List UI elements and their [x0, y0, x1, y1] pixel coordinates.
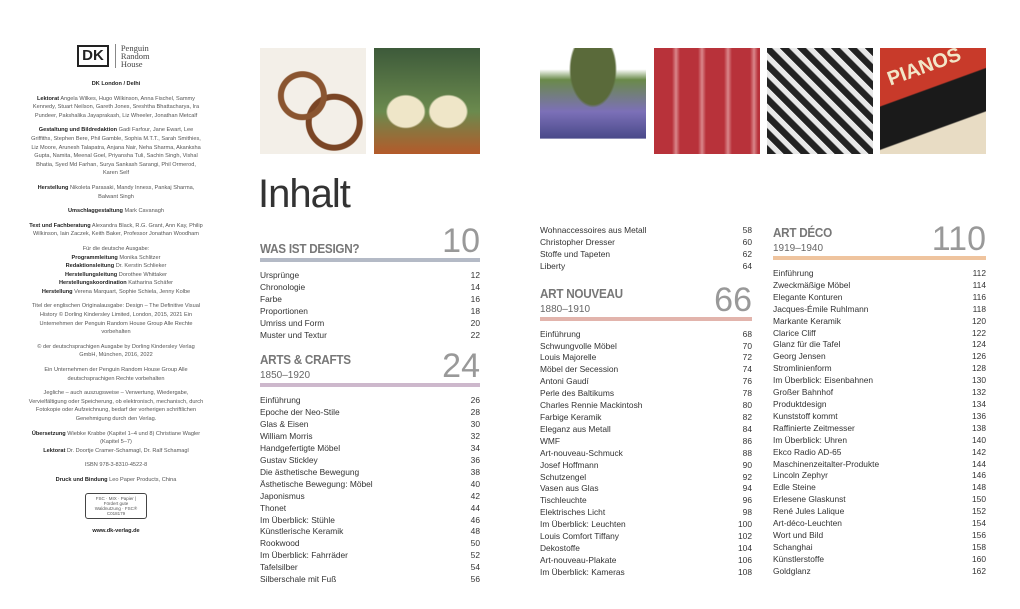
toc-entry[interactable] — [773, 268, 986, 280]
entry-title: Antoni Gaudí — [540, 376, 589, 387]
publisher-logo — [28, 44, 204, 68]
toc-entry[interactable] — [540, 249, 752, 261]
toc-entry[interactable] — [773, 435, 986, 447]
toc-entry[interactable] — [540, 460, 752, 472]
entry-title: Perle des Baltikums — [540, 388, 615, 399]
original-edition: Titel der englischen Originalausgabe: Design – The Definitive Visual History © Dorling Kindersley Limited, London, 2015, 2021 Ein Unternehmen der Penguin Random House Group Alle Rechte vorbehalten — [31, 303, 201, 336]
entry-page: 84 — [742, 423, 752, 434]
entry-title: Die ästhetische Bewegung — [260, 466, 360, 477]
toc-entry[interactable] — [260, 306, 480, 318]
section-dates: 1880–1910 — [540, 303, 591, 315]
toc-entry[interactable] — [260, 282, 480, 294]
entry-title: Einführung — [260, 395, 301, 406]
toc-entry[interactable] — [773, 304, 986, 316]
german-credit: Herstellungsleitung Dorothee Whittaker — [65, 271, 167, 278]
entry-page: 58 — [742, 225, 752, 235]
entry-page: 40 — [470, 478, 480, 489]
entry-title: Edle Steine — [773, 482, 816, 493]
legal-notice: Jegliche – auch auszugsweise – Verwertung, Wiedergabe, Vervielfältigung oder Speicherung, ob elektronisch, mechanisch, durch Fotokopie oder Aufzeichnung, bedarf der vorherigen schriftlichen Genehmigung durch den Verlag. — [28, 390, 204, 422]
isbn: ISBN 978-3-8310-4522-8 — [84, 462, 148, 469]
entry-title: Im Überblick: Fahrräder — [260, 550, 348, 561]
toc-entry[interactable] — [540, 376, 752, 388]
toc-entry[interactable] — [773, 280, 986, 292]
section-header — [540, 280, 752, 321]
toc-entry[interactable] — [540, 412, 752, 424]
entry-page: 146 — [972, 470, 986, 481]
entry-page: 82 — [742, 411, 752, 422]
toc-entry[interactable] — [540, 507, 752, 519]
section-dates: 1850–1920 — [260, 370, 311, 382]
toc-entry[interactable] — [773, 470, 986, 482]
entry-page: 148 — [972, 482, 986, 493]
entry-title: Art-déco-Leuchten — [773, 518, 842, 529]
section-page: 24 — [442, 347, 480, 386]
entry-page: 52 — [470, 550, 480, 561]
entry-title: Thonet — [260, 502, 287, 513]
entry-title: Liberty — [540, 260, 566, 271]
section-page: 110 — [931, 220, 986, 258]
entry-page: 34 — [470, 443, 480, 454]
entry-page: 140 — [972, 434, 986, 445]
entry-page: 76 — [742, 376, 752, 387]
section-title: WAS IST DESIGN? — [260, 241, 360, 256]
entry-title: Clarice Cliff — [773, 327, 816, 338]
entry-page: 32 — [470, 431, 480, 442]
toc-entry[interactable] — [773, 423, 986, 435]
entry-page: 160 — [972, 553, 986, 564]
entry-title: Kunststoff kommt — [773, 410, 838, 421]
toc-entry[interactable] — [540, 364, 752, 376]
toc-entry[interactable] — [540, 495, 752, 507]
printing: Druck und Bindung Leo Paper Products, China — [55, 476, 177, 483]
entry-title: Ästhetische Bewegung: Möbel — [260, 478, 373, 489]
credits-column — [28, 44, 204, 541]
toc-entry[interactable] — [773, 459, 986, 471]
toc-entry[interactable] — [773, 363, 986, 375]
entry-title: Künstlerstoffe — [773, 553, 825, 564]
entry-page: 64 — [742, 260, 752, 271]
entry-page: 162 — [972, 565, 986, 576]
entry-page: 96 — [742, 495, 752, 506]
toc-entry[interactable] — [260, 562, 480, 574]
section-page: 10 — [442, 222, 480, 260]
entry-title: Raffinierte Zeitmesser — [773, 422, 855, 433]
entry-page: 122 — [972, 327, 986, 338]
entry-title: Maschinenzeitalter-Produkte — [773, 458, 880, 469]
entry-title: Farbe — [260, 293, 282, 304]
website-link[interactable]: www.dk-verlag.de — [92, 527, 140, 534]
entry-title: Einführung — [540, 328, 581, 339]
entry-title: Schanghai — [773, 541, 813, 552]
entry-title: Art-nouveau-Schmuck — [540, 447, 623, 458]
toc-entry[interactable] — [260, 538, 480, 550]
toc-entry[interactable] — [540, 400, 752, 412]
toc-entry[interactable] — [540, 519, 752, 531]
entry-title: Im Überblick: Leuchten — [540, 519, 626, 530]
entry-title: Künstlerische Keramik — [260, 526, 344, 537]
toc-entry[interactable] — [260, 431, 480, 443]
entry-page: 134 — [972, 398, 986, 409]
toc-entry[interactable] — [540, 448, 752, 460]
entry-title: Louis Majorelle — [540, 352, 597, 363]
entry-title: Louis Comfort Tiffany — [540, 531, 619, 542]
entry-page: 102 — [738, 531, 752, 542]
entry-page: 100 — [738, 519, 752, 530]
entry-page: 136 — [972, 410, 986, 421]
entry-page: 158 — [972, 541, 986, 552]
entry-title: Zweckmäßige Möbel — [773, 279, 851, 290]
image-swans — [374, 48, 480, 154]
toc-entry[interactable] — [260, 515, 480, 527]
toc-entry[interactable] — [540, 329, 752, 341]
entry-title: Im Überblick: Uhren — [773, 434, 848, 445]
entry-title: Chronologie — [260, 281, 306, 292]
entry-page: 108 — [738, 566, 752, 577]
section-title: ART DÉCO — [773, 225, 832, 240]
toc-entry[interactable] — [773, 530, 986, 542]
toc-entry[interactable] — [540, 555, 752, 567]
credit-block: Umschlaggestaltung Mark Cavanagh — [67, 208, 165, 215]
entry-title: Goldglanz — [773, 565, 811, 576]
toc-entry[interactable] — [260, 455, 480, 467]
entry-title: Glas & Eisen — [260, 419, 309, 430]
entry-title: Im Überblick: Kameras — [540, 566, 625, 577]
entry-page: 114 — [972, 279, 986, 290]
toc-entry[interactable] — [773, 494, 986, 506]
entry-title: Farbige Keramik — [540, 411, 602, 422]
toc-entry[interactable] — [260, 443, 480, 455]
page-title: Inhalt — [258, 172, 350, 216]
image-pianos-poster — [880, 43, 986, 154]
toc-entry[interactable] — [773, 518, 986, 530]
entry-page: 48 — [470, 526, 480, 537]
entry-page: 92 — [742, 471, 752, 482]
toc-entry[interactable] — [773, 542, 986, 554]
entry-page: 50 — [470, 538, 480, 549]
entry-title: William Morris — [260, 431, 313, 442]
entry-title: Japonismus — [260, 490, 305, 501]
entry-page: 130 — [972, 375, 986, 386]
entry-page: 74 — [742, 364, 752, 375]
entry-page: 90 — [742, 459, 752, 470]
entry-title: Charles Rennie Mackintosh — [540, 400, 643, 411]
entry-page: 150 — [972, 494, 986, 505]
toc-entry[interactable] — [540, 472, 752, 484]
section-dates: 1919–1940 — [773, 243, 824, 254]
entry-page: 144 — [972, 458, 986, 469]
german-credit: Redaktionsleitung Dr. Kerstin Schlieker — [65, 263, 167, 270]
entry-page: 72 — [742, 352, 752, 363]
entry-title: Wohnaccessoires aus Metall — [540, 225, 647, 235]
entry-page: 116 — [972, 291, 986, 302]
entry-title: Im Überblick: Eisenbahnen — [773, 375, 874, 386]
entry-title: Wort und Bild — [773, 529, 824, 540]
entry-page: 36 — [470, 454, 480, 465]
image-tiffany-lamp — [540, 48, 646, 154]
image-deco-armchair — [767, 48, 873, 154]
entry-page: 152 — [972, 506, 986, 517]
entry-page: 112 — [972, 268, 986, 278]
entry-page: 42 — [470, 490, 480, 501]
section-title: ARTS & CRAFTS — [260, 352, 351, 368]
entry-title: Eleganz aus Metall — [540, 423, 611, 434]
toc-entry[interactable] — [260, 318, 480, 330]
entry-page: 70 — [742, 340, 752, 351]
entry-title: Jacques-Émile Ruhlmann — [773, 303, 869, 314]
toc-entry[interactable] — [260, 294, 480, 306]
toc-entry[interactable] — [773, 554, 986, 566]
entry-title: Stoffe und Tapeten — [540, 248, 611, 259]
entry-title: Tafelsilber — [260, 562, 298, 573]
toc-entry[interactable] — [773, 328, 986, 340]
entry-page: 126 — [972, 351, 986, 362]
entry-page: 138 — [972, 422, 986, 433]
toc-entry[interactable] — [773, 482, 986, 494]
german-credit: Herstellungskoordination Katharina Schäfer — [58, 280, 174, 287]
entry-page: 142 — [972, 446, 986, 457]
entry-title: Josef Hoffmann — [540, 459, 599, 470]
entry-title: Christopher Dresser — [540, 236, 615, 247]
section-header — [260, 222, 480, 262]
toc-entry[interactable] — [540, 388, 752, 400]
credit-block: Herstellung Nikoleta Parasaki, Mandy Inness, Pankaj Sharma, Balwant Singh — [37, 184, 195, 200]
section-title: ART NOUVEAU — [540, 285, 623, 301]
entry-page: 18 — [470, 305, 480, 316]
toc-entry[interactable] — [540, 237, 752, 249]
entry-title: Silberschale mit Fuß — [260, 574, 337, 585]
entry-page: 26 — [470, 395, 480, 406]
entry-page: 98 — [742, 507, 752, 518]
toc-entry[interactable] — [260, 467, 480, 479]
toc-entry[interactable] — [540, 352, 752, 364]
translation: Übersetzung Wiebke Krabbe (Kapitel 1–4 und 8) Christiane Wagler (Kapitel 5–7) — [31, 430, 201, 446]
toc-entry[interactable] — [260, 550, 480, 562]
entry-title: Vasen aus Glas — [540, 483, 599, 494]
entry-title: René Jules Lalique — [773, 506, 845, 517]
entry-title: Art-nouveau-Plakate — [540, 554, 617, 565]
entry-page: 12 — [470, 270, 480, 280]
toc-entry[interactable] — [773, 351, 986, 363]
toc-entry[interactable] — [773, 411, 986, 423]
german-credit: Herstellung Verena Marquart, Sophie Schiela, Jenny Kolbe — [41, 288, 191, 295]
toc-entry[interactable] — [773, 399, 986, 411]
entry-page: 22 — [470, 329, 480, 340]
entry-page: 106 — [738, 554, 752, 565]
poster-text: PIANOS — [884, 43, 964, 91]
entry-page: 132 — [972, 387, 986, 398]
entry-page: 38 — [470, 466, 480, 477]
entry-page: 14 — [470, 281, 480, 292]
entry-title: WMF — [540, 435, 560, 446]
entry-title: Lincoln Zephyr — [773, 470, 828, 481]
entry-page: 30 — [470, 419, 480, 430]
toc-entry[interactable] — [773, 447, 986, 459]
entry-title: Im Überblick: Stühle — [260, 514, 335, 525]
entry-page: 94 — [742, 483, 752, 494]
german-credit: Programmleitung Monika Schlitzer — [71, 254, 161, 261]
german-copyright: © der deutschsprachigen Ausgabe by Dorling Kindersley Verlag GmbH, München, 2016, 2022 — [37, 343, 195, 359]
toc-entry[interactable] — [773, 316, 986, 328]
toc-entry[interactable] — [773, 339, 986, 351]
entry-title: Elegante Konturen — [773, 291, 843, 302]
entry-title: Handgefertigte Möbel — [260, 443, 341, 454]
toc-entry[interactable] — [260, 419, 480, 431]
entry-title: Glanz für die Tafel — [773, 339, 841, 350]
entry-page: 16 — [470, 293, 480, 304]
entry-title: Ekco Radio AD-65 — [773, 446, 842, 457]
entry-page: 60 — [742, 236, 752, 247]
entry-title: Muster und Textur — [260, 329, 327, 340]
entry-page: 128 — [972, 363, 986, 374]
entry-page: 124 — [972, 339, 986, 350]
entry-title: Schwungvolle Möbel — [540, 340, 617, 351]
entry-title: Elektrisches Licht — [540, 507, 606, 518]
entry-title: Georg Jensen — [773, 351, 826, 362]
toc-entry[interactable] — [260, 503, 480, 515]
image-bentwood-chair — [260, 48, 366, 154]
toc-entry[interactable] — [260, 491, 480, 503]
entry-title: Markante Keramik — [773, 315, 841, 326]
entry-title: Dekostoffe — [540, 542, 580, 553]
toc-entry[interactable] — [260, 526, 480, 538]
entry-page: 56 — [470, 574, 480, 585]
section-page: 66 — [714, 280, 752, 319]
entry-title: Produktdesign — [773, 398, 827, 409]
toc-entry[interactable] — [540, 225, 752, 237]
dk-logo: DK — [77, 45, 109, 67]
toc-entry[interactable] — [540, 567, 752, 579]
toc-entry[interactable] — [540, 483, 752, 495]
entry-page: 78 — [742, 388, 752, 399]
toc-entry[interactable] — [540, 261, 752, 273]
toc-entry[interactable] — [540, 543, 752, 555]
section-header — [260, 347, 480, 387]
entry-page: 28 — [470, 407, 480, 418]
entry-page: 120 — [972, 315, 986, 326]
toc-entry[interactable] — [260, 407, 480, 419]
entry-title: Umriss und Form — [260, 317, 325, 328]
toc-entry[interactable] — [773, 566, 986, 578]
entry-page: 88 — [742, 447, 752, 458]
section-header — [773, 220, 986, 260]
credit-block: Lektorat Angela Wilkes, Hugo Wilkinson, Anna Fischel, Sammy Kennedy, Stuart Neilson, Gareth Jones, Sreshtha Bhattacharya, Ira Pundeer, Pakshalika Jayaprakash, Liz Wheeler, Jonathan Metcalf — [32, 95, 200, 119]
entry-page: 104 — [738, 542, 752, 553]
entry-title: Ursprünge — [260, 270, 300, 280]
toc-entry[interactable] — [260, 270, 480, 282]
entry-title: Schutzengel — [540, 471, 587, 482]
entry-page: 62 — [742, 248, 752, 259]
entry-page: 156 — [972, 529, 986, 540]
entry-title: Großer Bahnhof — [773, 387, 834, 398]
toc-entry[interactable] — [540, 436, 752, 448]
entry-page: 154 — [972, 518, 986, 529]
toc-entry[interactable] — [260, 395, 480, 407]
entry-title: Tischleuchte — [540, 495, 587, 506]
entry-page: 68 — [742, 328, 752, 339]
entry-title: Möbel der Secession — [540, 364, 619, 375]
toc-entry[interactable] — [260, 330, 480, 342]
entry-title: Stromlinienform — [773, 363, 832, 374]
entry-title: Einführung — [773, 268, 814, 278]
entry-page: 80 — [742, 400, 752, 411]
entry-title: Rookwood — [260, 538, 300, 549]
toc-entry[interactable] — [540, 341, 752, 353]
lektorat: Lektorat Dr. Doortje Cramer-Schamagl, Dr. Ralf Schamagl — [43, 447, 189, 454]
entry-title: Erlesene Glaskunst — [773, 494, 846, 505]
entry-page: 54 — [470, 562, 480, 573]
prh-logo: Penguin Random House — [115, 44, 155, 68]
credit-block: Gestaltung und Bildredaktion Gadi Farfour, Jane Ewart, Lee Griffiths, Stephen Bere, Phil Gamble, Sophia M.T.T., Sarah Smithies, Liz Moore, Arunesh Talapatra, Anjana Nair, Neha Sharma, Akanksha Gupta, Namita, Meenal Goel, Priyansha Tuli, Sachin Singh, Vishal Bhatia, Syed Md Farhan, Surya Sankash Sarangi, Phil Ormerod, Karen Self — [31, 127, 201, 177]
image-red-textile — [654, 48, 760, 154]
toc-entry[interactable] — [773, 292, 986, 304]
entry-page: 46 — [470, 514, 480, 525]
toc-entry[interactable] — [260, 574, 480, 586]
toc-entry[interactable] — [260, 479, 480, 491]
fsc-logo: FSC · MIX · Papier | Fördert gute Waldnutzung · FSC® C018179 — [85, 493, 147, 519]
entry-page: 44 — [470, 502, 480, 513]
toc-entry[interactable] — [540, 531, 752, 543]
toc-entry[interactable] — [540, 424, 752, 436]
german-intro: Für die deutsche Ausgabe: — [82, 245, 150, 252]
office: DK London / Delhi — [91, 81, 141, 87]
credit-block: Text und Fachberatung Alexandra Black, R.G. Grant, Ann Kay, Philip Wilkinson, Iain Zaczek, Keith Baker, Professor Jonathan Woodham — [29, 222, 203, 238]
entry-page: 20 — [470, 317, 480, 328]
group-rights: Ein Unternehmen der Penguin Random House Group Alle deutschsprachigen Rechte vorbehalten — [44, 367, 188, 382]
toc-entry[interactable] — [773, 506, 986, 518]
toc-entry[interactable] — [773, 375, 986, 387]
entry-title: Epoche der Neo-Stile — [260, 407, 340, 418]
toc-entry[interactable] — [773, 387, 986, 399]
entry-page: 118 — [972, 303, 986, 314]
entry-title: Proportionen — [260, 305, 308, 316]
entry-title: Gustav Stickley — [260, 454, 318, 465]
entry-page: 86 — [742, 435, 752, 446]
